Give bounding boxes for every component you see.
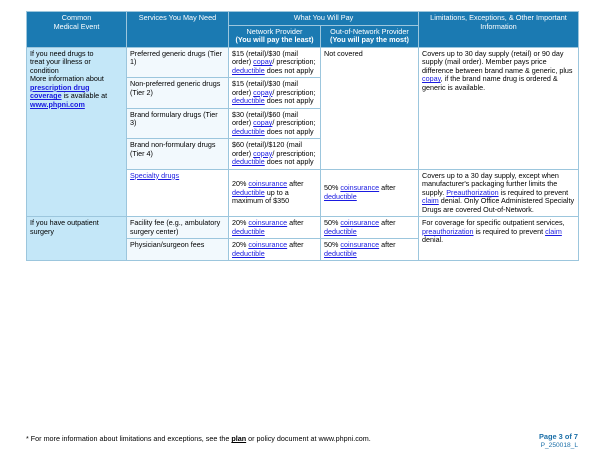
out-of-network-cost-physician-fees [321,239,419,261]
deductible-link-specialty-network[interactable]: deductible [232,187,265,197]
copay-link-limitations[interactable]: copay [422,74,441,84]
copay-link-tier2[interactable]: copay [253,87,273,97]
network-tail-tier2: does not apply [264,96,314,106]
network-amount-tier4: $60 (retail)/$120 (mail order) [232,140,302,158]
limitations-drugs-part1: Covers up to 30 day supply (retail) or 90 day supply (mail order). Member pays price difference between brand name & generic, plus [422,48,573,75]
deductible-link-physician-oon[interactable]: deductible [324,248,357,258]
coinsurance-link-specialty-network[interactable]: coinsurance [248,179,288,189]
service-cell-specialty-drugs [127,169,229,216]
header-out-of-network-provider [321,25,419,47]
event-title-line3: condition [30,65,59,75]
header-what-you-will-pay: What You Will Pay [229,12,419,26]
page-number [539,432,578,451]
deductible-link-tier4[interactable]: deductible [232,157,265,167]
event-title-line1: If you need drugs to [30,48,94,58]
deductible-link-physician-network[interactable]: deductible [232,248,265,258]
out-of-network-cost-specialty [321,169,419,216]
service-cell-tier1: Preferred generic drugs (Tier 1) [127,47,229,77]
network-cost-tier2 [229,78,321,108]
limitations-cell-drugs [419,47,579,169]
header-services-you-may-need: Services You May Need [127,12,229,48]
event-outpatient-title-line2: surgery [30,226,54,236]
coinsurance-link-facility-network[interactable]: coinsurance [248,218,288,228]
copay-link-tier1[interactable]: copay [253,57,273,67]
deductible-link-facility-oon[interactable]: deductible [324,226,357,236]
event-note [30,74,107,108]
service-cell-physician-fees: Physician/surgeon fees [127,239,229,261]
service-cell-tier3: Brand formulary drugs (Tier 3) [127,108,229,138]
deductible-link-specialty-oon[interactable]: deductible [324,191,357,201]
network-mid-tier4: / prescription; [272,148,316,158]
network-amount-tier2: $15 (retail)/$30 (mail order) [232,79,298,97]
coinsurance-link-specialty-oon[interactable]: coinsurance [340,183,380,193]
oon-mid-facility: after [379,218,396,228]
header-network-provider-label: Network Provider [246,26,303,36]
header-common-medical-event [27,12,127,48]
copay-link-tier3[interactable]: copay [253,118,273,128]
deductible-link-tier2[interactable]: deductible [232,96,265,106]
network-mid-tier3: / prescription; [272,118,316,128]
network-mid-tier2: / prescription; [272,87,316,97]
network-amount-tier1: $15 (retail)/$30 (mail order) [232,48,298,67]
network-tail-specialty: up to a maximum of $350 [232,187,290,206]
service-cell-tier4: Brand non-formulary drugs (Tier 4) [127,139,229,169]
claim-link-outpatient[interactable]: claim [545,226,562,236]
limitations-specialty-part1: Covers up to a 30 day supply, except when manufacturer's packaging further limits the supply. [422,170,559,197]
prescription-drug-coverage-link-2[interactable]: coverage [30,91,62,101]
limitations-cell-specialty [419,169,579,216]
network-tail-tier1: does not apply [264,65,314,75]
out-of-network-cost-facility-fee [321,217,419,239]
limitations-drugs-part2: , if the brand name drug is ordered & generic is available. [422,74,558,92]
header-common-medical-event-line1: Common [61,13,92,22]
network-tail-tier4: does not apply [264,157,314,167]
event-note-middle: is available at [61,91,108,101]
header-out-of-network-provider-label: Out-of-Network Provider [330,26,409,36]
table-row [27,47,579,77]
specialty-drugs-link[interactable]: Specialty drugs [130,170,180,180]
limitations-specialty-part2: is required to prevent [498,187,569,197]
deductible-link-tier1[interactable]: deductible [232,65,265,75]
table-body [27,47,579,260]
event-cell-outpatient-surgery [27,217,127,261]
copay-link-tier4[interactable]: copay [253,148,273,158]
network-cost-physician-fees [229,239,321,261]
event-title-line2: treat your illness or [30,57,91,67]
network-amount-physician: 20% [232,240,249,250]
network-cost-tier1 [229,47,321,77]
oon-amount-physician: 50% [324,240,341,250]
out-of-network-not-covered: Not covered [321,47,419,169]
header-network-provider-sub: (You will pay the least) [235,35,314,45]
prescription-drug-coverage-link-1[interactable]: prescription drug [30,82,90,92]
coinsurance-link-physician-oon[interactable]: coinsurance [340,240,380,250]
form-code: P_250018_L [540,441,578,449]
header-out-of-network-provider-sub: (You will pay the most) [330,35,409,45]
oon-amount-facility: 50% [324,218,341,228]
limitations-outpatient-part2: is required to prevent [473,226,546,236]
preauthorization-link-specialty[interactable]: Preauthorization [446,187,499,197]
oon-mid-physician: after [379,240,396,250]
network-cost-facility-fee [229,217,321,239]
network-mid-facility: after [287,218,304,228]
service-cell-tier2: Non-preferred generic drugs (Tier 2) [127,78,229,108]
header-common-medical-event-line2: Medical Event [53,21,100,31]
deductible-link-tier3[interactable]: deductible [232,126,265,136]
deductible-link-facility-network[interactable]: deductible [232,226,265,236]
limitations-cell-outpatient-surgery [419,217,579,261]
header-limitations [419,12,579,48]
event-outpatient-title-line1: If you have outpatient [30,218,99,228]
preauthorization-link-outpatient[interactable]: preauthorization [422,226,474,236]
network-mid-physician: after [287,240,304,250]
oon-mid-specialty: after [379,183,396,193]
network-mid-specialty: after [287,179,304,189]
limitations-outpatient-part3: denial. [422,235,444,245]
network-tail-tier3: does not apply [264,126,314,136]
network-cost-tier4 [229,139,321,169]
plan-link[interactable]: plan [231,434,247,443]
footnote-prefix: * For more information about limitations and exceptions, see the [26,434,232,443]
service-cell-facility-fee: Facility fee (e.g., ambulatory surgery center) [127,217,229,239]
event-note-prefix: More information about [30,74,104,84]
page-label: Page 3 of 7 [538,432,578,441]
benefits-table [26,11,579,261]
footnote [26,434,371,443]
coinsurance-link-physician-network[interactable]: coinsurance [248,240,288,250]
header-row-top [27,12,579,26]
limitations-outpatient-part1: For coverage for specific outpatient services, [422,218,565,228]
header-limitations-line2: Information [480,21,517,31]
header-network-provider [229,25,321,47]
network-cost-tier3 [229,108,321,138]
network-mid-tier1: / prescription; [272,57,316,67]
table-row [27,217,579,239]
limitations-specialty-part3: denial. Only Office Administered Specialty Drugs are covered Out-of-Network. [422,196,575,214]
network-amount-tier3: $30 (retail)/$60 (mail order) [232,109,298,128]
network-amount-facility: 20% [232,218,249,228]
coinsurance-link-facility-oon[interactable]: coinsurance [340,218,380,228]
footnote-suffix: or policy document at www.phpni.com. [246,434,371,443]
network-amount-specialty: 20% [232,179,249,189]
phpni-website-link[interactable]: www.phpni.com [30,99,85,109]
oon-amount-specialty: 50% [324,183,341,193]
event-cell-drugs [27,47,127,216]
table-header [27,12,579,48]
network-cost-specialty [229,169,321,216]
claim-link-specialty[interactable]: claim [422,196,439,206]
header-limitations-line1: Limitations, Exceptions, & Other Important [430,13,567,22]
